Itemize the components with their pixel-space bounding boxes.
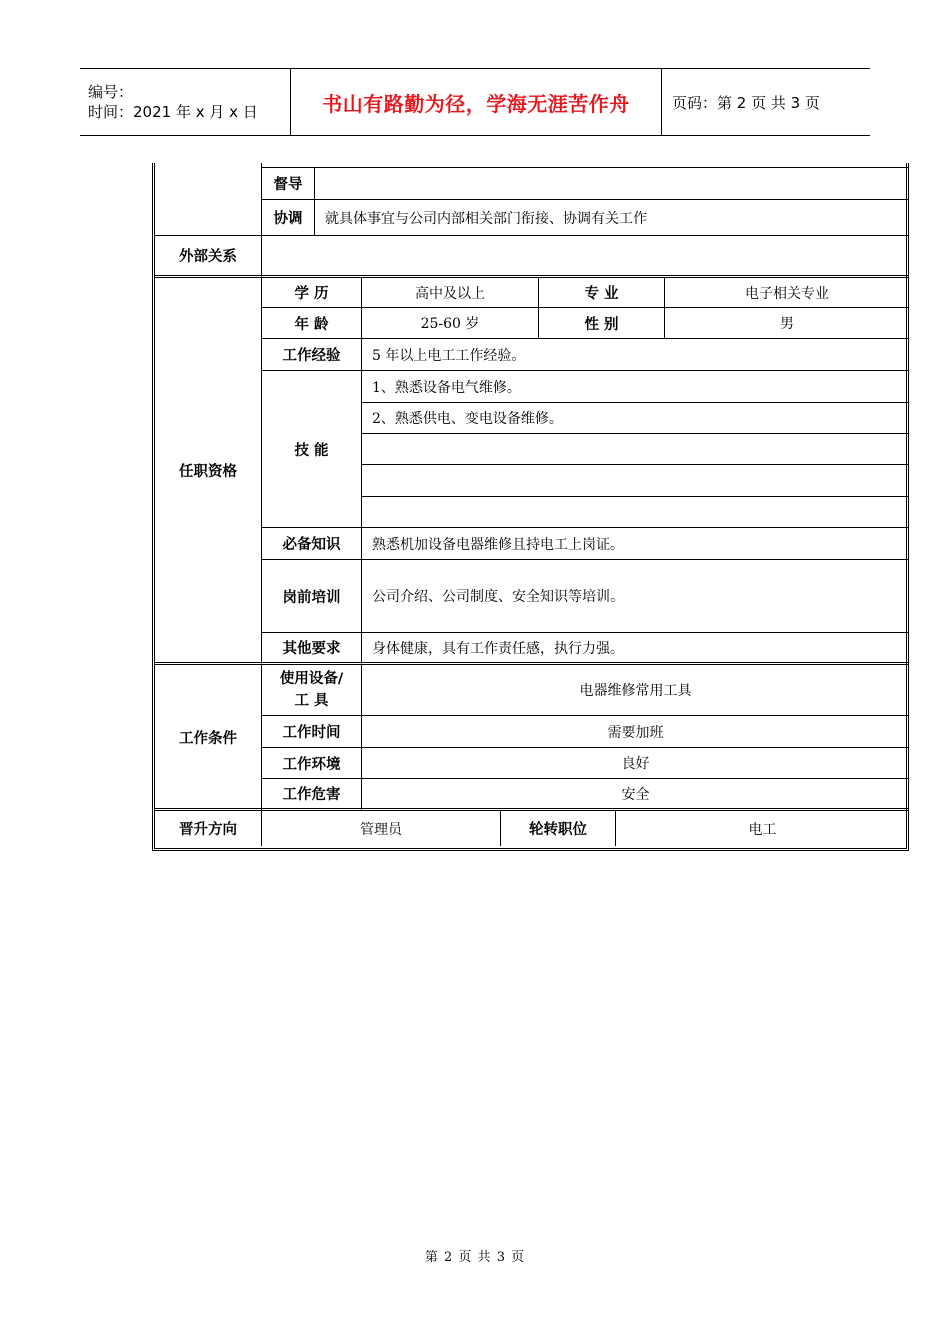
other-value: 身体健康，具有工作责任感，执行力强。 [362,633,909,665]
conditions-label: 工作条件 [155,665,262,811]
header-motto: 书山有路勤为径，学海无涯苦作舟 [291,69,662,136]
page-footer: 第 2 页 共 3 页 [424,1250,526,1265]
external-label: 外部关系 [155,236,262,278]
equipment-label [262,665,362,716]
relations-left-empty [155,163,262,236]
header-meta [80,69,291,136]
document-header [80,68,870,136]
education-value: 高中及以上 [362,278,539,308]
equipment-label-line1: 使用设备/ [279,671,344,687]
experience-label: 工作经验 [262,339,362,371]
environment-label: 工作环境 [262,748,362,779]
environment-value: 良好 [362,748,909,779]
supervise-value [315,167,909,200]
number-label: 编号： [88,83,134,101]
promotion-label: 晋升方向 [155,811,262,846]
major-value: 电子相关专业 [665,278,909,308]
hazard-label: 工作危害 [262,779,362,811]
external-value [262,236,909,278]
skill-item [362,465,909,497]
skill-item: 2、熟悉供电、变电设备维修。 [362,403,909,434]
age-label: 年 龄 [262,308,362,339]
skill-item-spacer [362,497,909,528]
education-label: 学 历 [262,278,362,308]
equipment-label-line2: 工 具 [294,693,329,709]
qualification-label: 任职资格 [155,278,262,665]
hours-value: 需要加班 [362,716,909,748]
supervise-label: 督导 [262,167,315,200]
knowledge-label: 必备知识 [262,528,362,560]
training-value: 公司介绍、公司制度、安全知识等培训。 [362,560,909,633]
time-label: 时间：2021 年 x 月 x 日 [88,103,258,121]
age-value: 25-60 岁 [362,308,539,339]
experience-value: 5 年以上电工工作经验。 [362,339,909,371]
coordinate-label: 协调 [262,200,315,236]
header-page-info: 页码：第 2 页 共 3 页 [662,69,871,136]
rotation-value: 电工 [748,821,777,838]
gender-label: 性 别 [539,308,665,339]
gender-value: 男 [665,308,909,339]
coordinate-value: 就具体事宜与公司内部相关部门衔接、协调有关工作 [315,200,909,236]
major-label: 专 业 [539,278,665,308]
job-description-table [152,163,909,851]
skill-item [362,434,909,465]
hours-label: 工作时间 [262,716,362,748]
rotation-label: 轮转职位 [501,811,616,846]
equipment-value: 电器维修常用工具 [362,665,909,716]
knowledge-value: 熟悉机加设备电器维修且持电工上岗证。 [362,528,909,560]
promotion-value: 管理员 [262,811,501,846]
training-label: 岗前培训 [262,560,362,633]
skill-item: 1、熟悉设备电气维修。 [362,371,909,403]
other-label: 其他要求 [262,633,362,665]
skills-label: 技 能 [262,371,362,528]
hazard-value: 安全 [362,779,909,811]
